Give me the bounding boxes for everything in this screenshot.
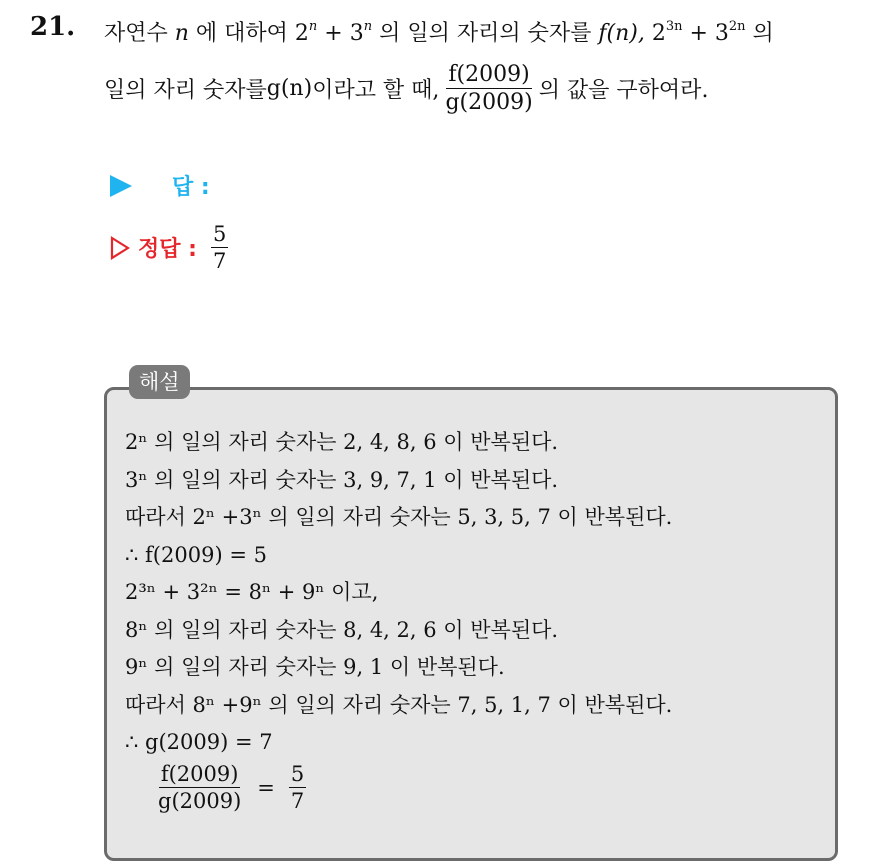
outline-triangle-icon [110,236,130,260]
final-left-fraction [156,762,243,813]
answer-row [110,170,210,201]
f-of-n: f(n), [598,21,645,46]
final-result-numerator: 5 [289,762,306,788]
variable-n: n [174,21,189,46]
question-text: 의 [745,21,774,46]
final-right-fraction [289,762,306,813]
exponent-2n: 2n [728,19,746,34]
play-triangle-icon [110,175,132,197]
final-numerator: f(2009) [159,762,241,788]
exponent-n: n [363,19,373,34]
question-fraction [443,62,534,116]
fraction-denominator: g(2009) [445,90,533,116]
fraction-numerator: f(2009) [446,62,531,89]
answer-label: 답 : [172,175,210,200]
question-text: 의 일의 자리의 숫자를 [372,21,599,46]
question-number: 21. [30,12,76,42]
solution-tag: 해설 [129,365,190,399]
correct-answer-fraction [211,222,228,273]
plus-sign: + [317,21,350,46]
solution-lines [125,424,672,762]
solution-line: 8ⁿ 의 일의 자리 숫자는 8, 4, 2, 6 이 반복된다. [125,617,559,642]
solution-line: 9ⁿ 의 일의 자리 숫자는 9, 1 이 반복된다. [125,655,505,679]
solution-line: 2ⁿ 의 일의 자리 숫자는 2, 4, 8, 6 이 반복된다. [125,430,559,454]
plus-sign: + [682,21,715,46]
solution-line: ∴ g(2009) = 7 [125,730,273,754]
question-text: 자연수 [104,21,175,46]
final-result-denominator: 7 [290,789,305,814]
solution-line: 따라서 8ⁿ +9ⁿ 의 일의 자리 숫자는 7, 5, 1, 7 이 반복된다. [125,692,673,717]
solution-line: 3ⁿ 의 일의 자리 숫자는 3, 9, 7, 1 이 반복된다. [125,467,559,492]
question-text: 일의 자리 숫자를 [104,78,267,104]
correct-denominator: 7 [212,249,227,274]
equals-sign: = [257,775,275,800]
g-of-n: g(n) [266,76,313,102]
exponent-n: n [308,19,318,34]
question-line-2 [104,62,708,116]
correct-numerator: 5 [211,222,228,248]
solution-line: 2³ⁿ + 3²ⁿ = 8ⁿ + 9ⁿ 이고, [125,580,379,604]
base-two: 2 [651,21,666,46]
question-text: 에 대하여 [188,21,295,46]
base-two: 2 [294,21,309,46]
correct-answer-row [110,222,232,273]
final-denominator: g(2009) [158,789,242,814]
correct-answer-label: 정답 : [138,237,197,263]
question-text: 의 값을 구하여라. [538,78,709,104]
base-three: 3 [349,21,364,46]
solution-line: ∴ f(2009) = 5 [125,542,267,567]
question-line-1 [104,16,774,47]
question-text: 이라고 할 때, [312,78,440,104]
base-three: 3 [714,21,729,46]
final-equation [152,762,310,813]
exponent-3n: 3n [665,19,683,34]
solution-line: 따라서 2ⁿ +3ⁿ 의 일의 자리 숫자는 5, 3, 5, 7 이 반복된다. [125,505,673,529]
